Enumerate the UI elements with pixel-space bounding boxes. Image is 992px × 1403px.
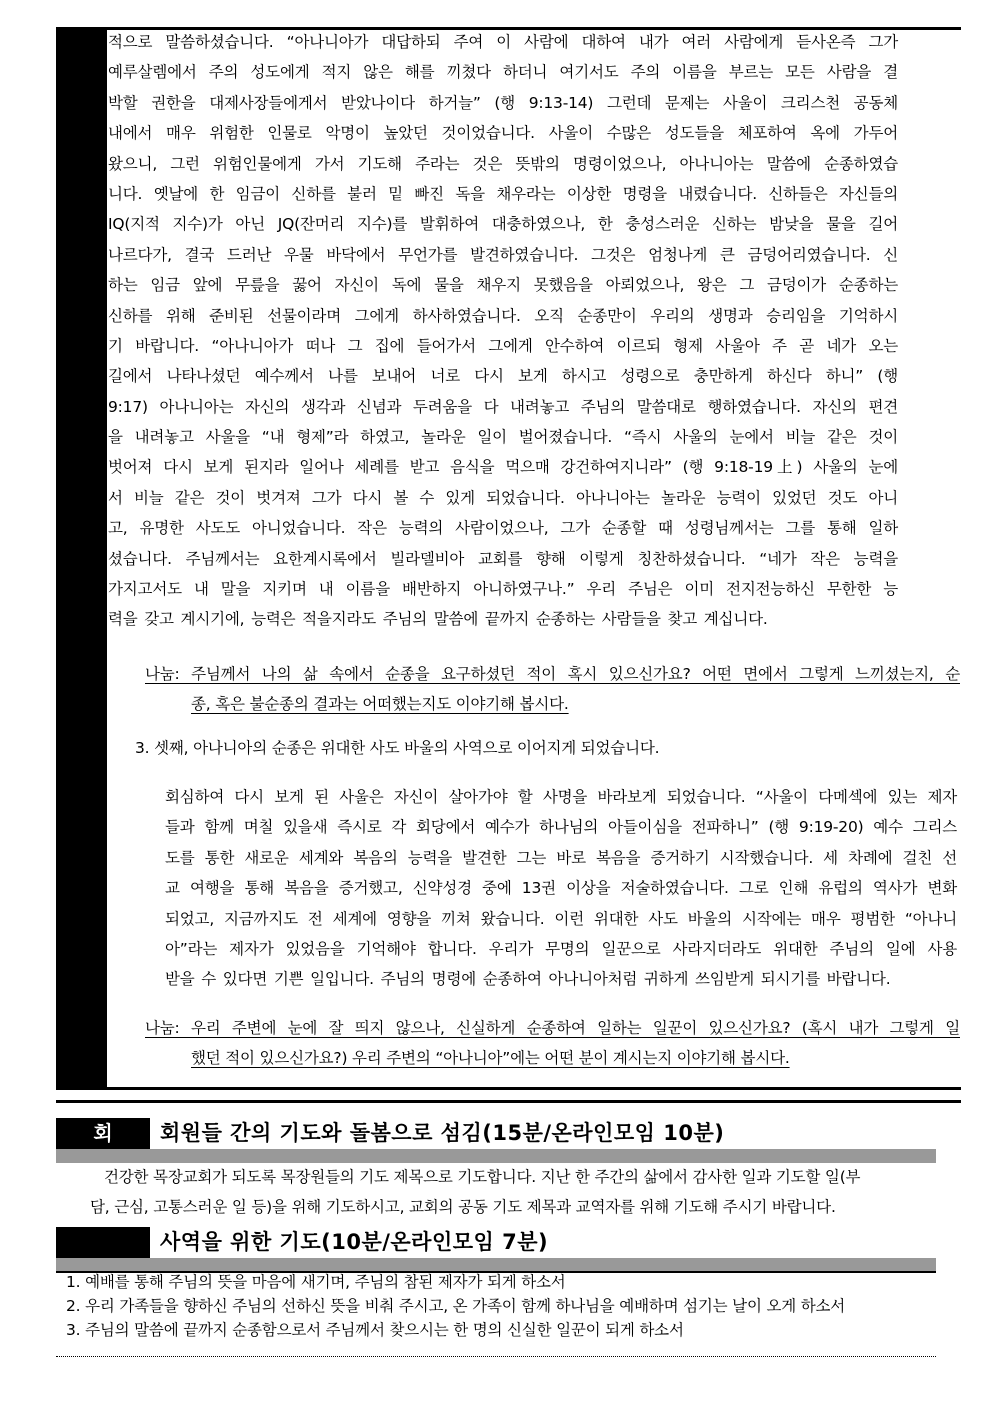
text-line: 기 바랍니다. “아나니아가 떠나 그 집에 들어가서 그에게 안수하여 이르되 형제 사울아 주 곧 네가 오는 <box>108 336 898 355</box>
text-line: 왔으니, 그런 위험인물에게 가서 기도해 주라는 것은 뜻밖의 명령이었으나, 아나니아는 말씀에 순종하였습 <box>108 154 898 173</box>
point-3-heading: 3. 셋째, 아나니아의 순종은 위대한 사도 바울의 사역으로 이어지게 되었습니다. <box>135 739 660 757</box>
section-care-bar <box>56 1149 936 1163</box>
dotted-divider <box>56 1356 936 1357</box>
text-line: 하는 임금 앞에 무릎을 꿇어 자신이 독에 물을 채우지 못했음을 아뢰었으나, 왕은 그 금덩이가 순종하는 <box>108 276 898 295</box>
text-line: 고, 유명한 사도도 아니었습니다. 작은 능력의 사람이었으나, 그가 순종할 때 성령님께서는 그를 통해 일하 <box>108 519 898 538</box>
share-line: 종, 혹은 불순종의 결과는 어떠했는지도 이야기해 봅시다. <box>191 695 569 713</box>
section-divider <box>56 1100 961 1103</box>
share-line: 나눔: 주님께서 나의 삶 속에서 순종을 요구하셨던 적이 혹시 있으신가요? 어떤 면에서 그렇게 느끼셨는지, 순 <box>145 665 960 683</box>
text-line: 내에서 매우 위험한 인물로 악명이 높았던 것이었습니다. 사울이 수많은 성도들을 체포하여 옥에 가두어 <box>108 124 898 143</box>
prayer-item: 2. 우리 가족들을 향하신 주님의 선하신 뜻을 비춰 주시고, 온 가족이 함께 하나님을 예배하며 섬기는 날이 오게 하소서 <box>66 1297 846 1315</box>
text-line: 길에서 나타나셨던 예수께서 나를 보내어 너로 다시 보게 하시고 성령으로 충만하게 하신다 하니” (행 <box>108 367 898 386</box>
text-line: 력을 갖고 계시기에, 능력은 적을지라도 주님의 말씀에 끝까지 순종하는 사람들을 찾고 계십니다. <box>108 610 768 629</box>
section-care-header <box>56 1118 936 1156</box>
section-care-title: 회원들 간의 기도와 돌봄으로 섬김(15분/온라인모임 10분) <box>160 1121 725 1145</box>
share-line: 했던 적이 있으신가요?) 우리 주변의 “아나니아”에는 어떤 분이 계시는지 이야기해 봅시다. <box>191 1049 790 1067</box>
text-line: 나르다가, 결국 드러난 우물 바닥에서 무언가를 발견하였습니다. 그것은 엄청나게 큰 금덩어리였습니다. 신 <box>108 245 898 264</box>
prayer-list <box>66 1270 946 1342</box>
text-line: 교 여행을 통해 복음을 증거했고, 신약성경 중에 13권 이상을 저술하였습니다. 그로 인해 유럽의 역사가 변화 <box>165 879 957 898</box>
text-line: 9:17) 아나니아는 자신의 생각과 신념과 두려움을 다 내려놓고 주님의 말씀대로 행하였습니다. 자신의 편견 <box>108 397 898 416</box>
text-line: 적으로 말씀하셨습니다. “아나니아가 대답하되 주여 이 사람에 대하여 내가 여러 사람에게 듣사온즉 그가 <box>108 33 899 51</box>
sermon-paragraph-2 <box>165 782 957 995</box>
prayer-item: 1. 예배를 통해 주님의 뜻을 마음에 새기며, 주님의 참된 제자가 되게 하소서 <box>66 1273 566 1291</box>
text-line: 건강한 목장교회가 되도록 목장원들의 기도 제목으로 기도합니다. 지난 한 주간의 삶에서 감사한 일과 기도할 일(부 <box>104 1168 861 1186</box>
sermon-box-sidebar <box>56 30 107 1087</box>
prayer-item: 3. 주님의 말씀에 끝까지 순종함으로서 주님께서 찾으시는 한 명의 신실한 일꾼이 되게 하소서 <box>66 1321 684 1339</box>
text-line: 받을 수 있다면 기쁜 일입니다. 주님의 명령에 순종하여 아나니아처럼 귀하게 쓰임받게 되시기를 바랍니다. <box>165 970 891 989</box>
share-question-2 <box>145 1013 960 1073</box>
section-ministry-header <box>56 1227 936 1265</box>
section-care-tag: 회 <box>56 1118 150 1149</box>
text-line: 담, 근심, 고통스러운 일 등)을 위해 기도하시고, 교회의 공동 기도 제목과 교역자를 위해 기도해 주시기 바랍니다. <box>90 1198 836 1216</box>
text-line: 신하를 위해 준비된 선물이라며 그에게 하사하였습니다. 오직 순종만이 우리의 생명과 승리임을 기억하시 <box>108 306 898 325</box>
share-question-1 <box>145 659 960 719</box>
text-line: IQ(지적 지수)가 아닌 JQ(잔머리 지수)를 발휘하여 대충하였으나, 한 충성스러운 신하는 밤낮을 물을 길어 <box>108 215 898 234</box>
text-line: 셨습니다. 주님께서는 요한계시록에서 빌라델비아 교회를 향해 이렇게 칭찬하셨습니다. “네가 작은 능력을 <box>108 549 898 568</box>
section-ministry-title: 사역을 위한 기도(10분/온라인모임 7분) <box>160 1230 549 1254</box>
section-care-text <box>90 1162 910 1222</box>
text-line: 도를 통한 새로운 세계와 복음의 능력을 발견한 그는 바로 복음을 증거하기 시작했습니다. 세 차례에 걸친 선 <box>165 848 957 867</box>
text-line: 서 비늘 같은 것이 벗겨져 그가 다시 볼 수 있게 되었습니다. 아나니아는 놀라운 능력이 있었던 것도 아니 <box>108 488 898 507</box>
text-line: 박할 권한을 대제사장들에게서 받았나이다 하거늘” (행 9:13-14) 그런데 문제는 사울이 크리스천 공동체 <box>108 93 898 112</box>
text-line: 벗어져 다시 보게 된지라 일어나 세례를 받고 음식을 먹으매 강건하여지니라” (행 9:18-19上) 사울의 눈에 <box>108 458 898 477</box>
text-line: 아”라는 제자가 있었음을 기억해야 합니다. 우리가 무명의 일꾼으로 사라지더라도 위대한 주님의 일에 사용 <box>165 939 957 958</box>
text-line: 되었고, 지금까지도 전 세계에 영향을 끼쳐 왔습니다. 이런 위대한 사도 바울의 시작에는 매우 평범한 “아나니 <box>165 909 957 928</box>
text-line: 예루살렘에서 주의 성도에게 적지 않은 해를 끼쳤다 하더니 여기서도 주의 이름을 부르는 모든 사람을 결 <box>108 63 898 82</box>
text-line: 가지고서도 내 말을 지키며 내 이름을 배반하지 아니하였구나.” 우리 주님은 이미 전지전능하신 무한한 능 <box>108 580 898 599</box>
text-line: 을 내려놓고 사울을 “내 형제”라 하였고, 놀라운 일이 벌어졌습니다. “즉시 사울의 눈에서 비늘 같은 것이 <box>108 428 898 447</box>
text-line: 회심하여 다시 보게 된 사울은 자신이 살아가야 할 사명을 바라보게 되었습니다. “사울이 다메섹에 있는 제자 <box>165 788 957 806</box>
sermon-paragraph-1 <box>108 27 898 635</box>
section-ministry-tag <box>56 1227 150 1258</box>
text-line: 니다. 옛날에 한 임금이 신하를 불러 밑 빠진 독을 채우라는 이상한 명령을 내렸습니다. 신하들은 자신들의 <box>108 184 898 203</box>
text-line: 들과 함께 며칠 있을새 즉시로 각 회당에서 예수가 하나님의 아들이심을 전파하니” (행 9:19-20) 예수 그리스 <box>165 818 957 837</box>
share-line: 나눔: 우리 주변에 눈에 잘 띄지 않으나, 신실하게 순종하여 일하는 일꾼이 있으신가요? (혹시 내가 그렇게 일 <box>145 1019 960 1037</box>
